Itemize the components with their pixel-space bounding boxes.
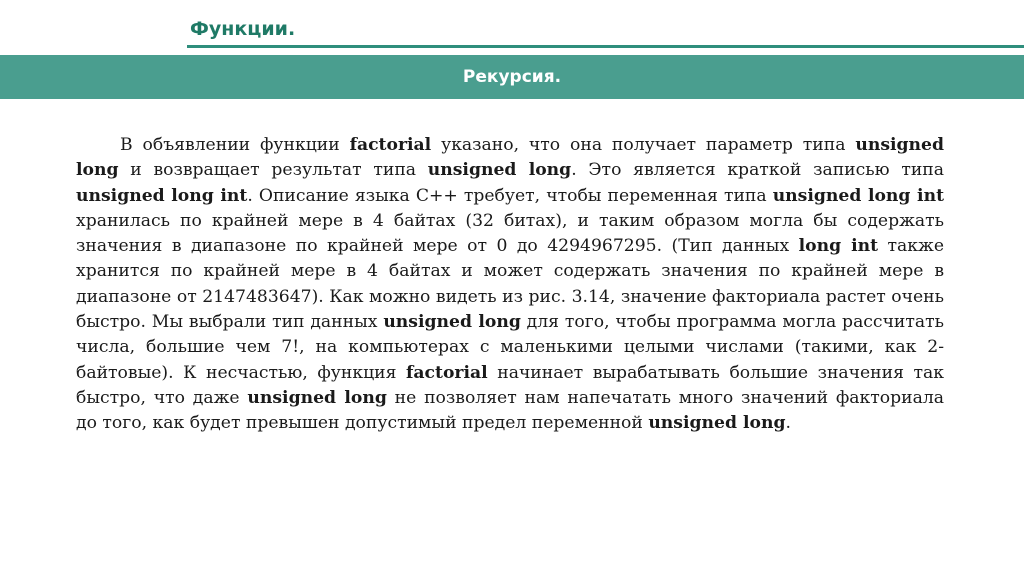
text-run: не позволяет нам напечатать много значений факториала до того, как будет превышен допустимый предел переменной: [76, 387, 944, 434]
text-run: указано, что она получает параметр типа: [431, 135, 856, 155]
text-run: хранилась по крайней мере в 4 байтах (32 битах), и таким образом могла бы содержать значения в диапазоне по крайней мере от 0 до 4294967295. (Тип данных: [76, 210, 944, 257]
text-run: . Это является краткой записью типа: [571, 160, 944, 181]
text-run: В объявлении функции: [120, 135, 350, 155]
text-run: и возвращает результат типа: [118, 160, 428, 181]
text-run: .: [785, 413, 791, 434]
code-term: unsigned long: [76, 135, 944, 181]
slide-banner: [0, 55, 1024, 99]
banner-title: Рекурсия.: [462, 67, 562, 87]
code-term: long int: [798, 236, 879, 257]
code-term: unsigned long: [247, 387, 387, 408]
text-run: . Описание языка С++ требует, чтобы переменная типа: [247, 185, 773, 206]
text-run: также хранится по крайней мере в 4 байтах и может содержать значения по крайней мере в диапазоне от 2147483647). Как можно видеть из рис. 3.14, значение факториала растет очень быстро. Мы выбрали тип данных: [76, 236, 944, 333]
code-term: factorial: [406, 362, 488, 383]
code-term: unsigned long: [427, 160, 572, 181]
code-term: unsigned long: [383, 312, 521, 333]
section-title: Функции.: [190, 18, 296, 40]
body-paragraph: [76, 133, 944, 437]
code-term: factorial: [349, 135, 432, 155]
title-underline: [187, 45, 1024, 48]
code-term: unsigned long: [648, 413, 786, 434]
code-term: unsigned long int: [76, 185, 248, 206]
text-run: для того, чтобы программа могла рассчитать числа, большие чем 7!, на компьютерах с маленькими целыми числами (такими, как 2-байтовые). К несчастью, функция: [76, 312, 945, 383]
code-term: unsigned long int: [772, 185, 945, 206]
text-run: начинает вырабатывать большие значения так быстро, что даже: [76, 362, 944, 408]
